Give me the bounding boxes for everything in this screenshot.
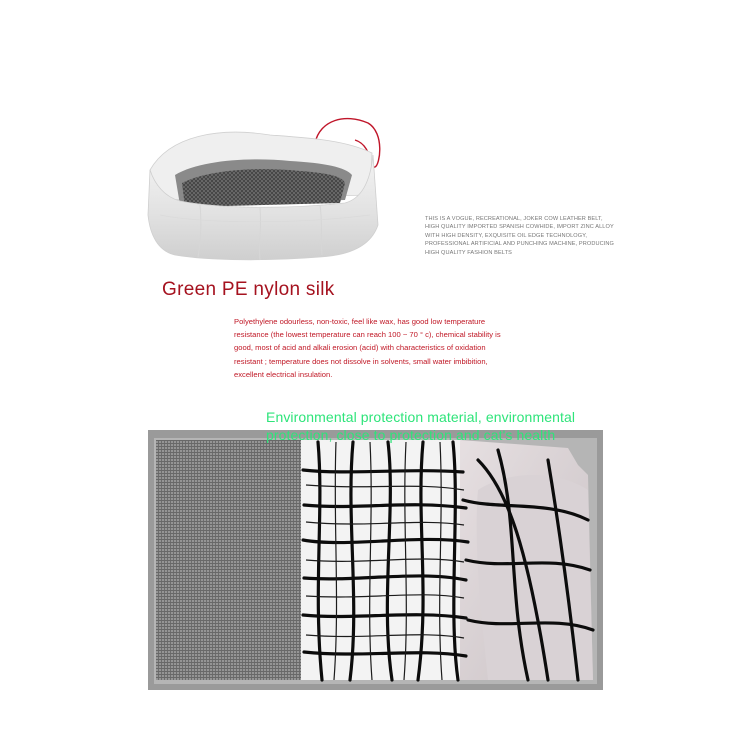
material-closeup-photo [148, 430, 603, 690]
environmental-tagline: Environmental protection material, environmental protection, close to protection and cat's health [266, 409, 576, 443]
material-description: Polyethylene odourless, non-toxic, feel like wax, has good low temperature resistance (the lowest temperature can reach 100 ~ 70 ° c), chemical stability is good, most of acid and alkali erosion (acid) with characteristics of oxidation resistant ; temperature does not dissolve in solvents, small water imbibition, excellent electrical insulation. [234, 317, 501, 379]
litter-box-photo [140, 105, 390, 270]
product-caption: THIS IS A VOGUE, RECREATIONAL, JOKER COW LEATHER BELT, HIGH QUALITY IMPORTED SPANISH COWHIDE, IMPORT ZINC ALLOY WITH HIGH DENSITY, EXQUISITE OIL EDGE TECHNOLOGY, PROFESSIONAL ARTIFICIAL AND PUNCHING MACHINE, PRODUCING HIGH QUALITY FASHION BELTS [425, 216, 614, 256]
section-title: Green PE nylon silk [162, 279, 335, 300]
